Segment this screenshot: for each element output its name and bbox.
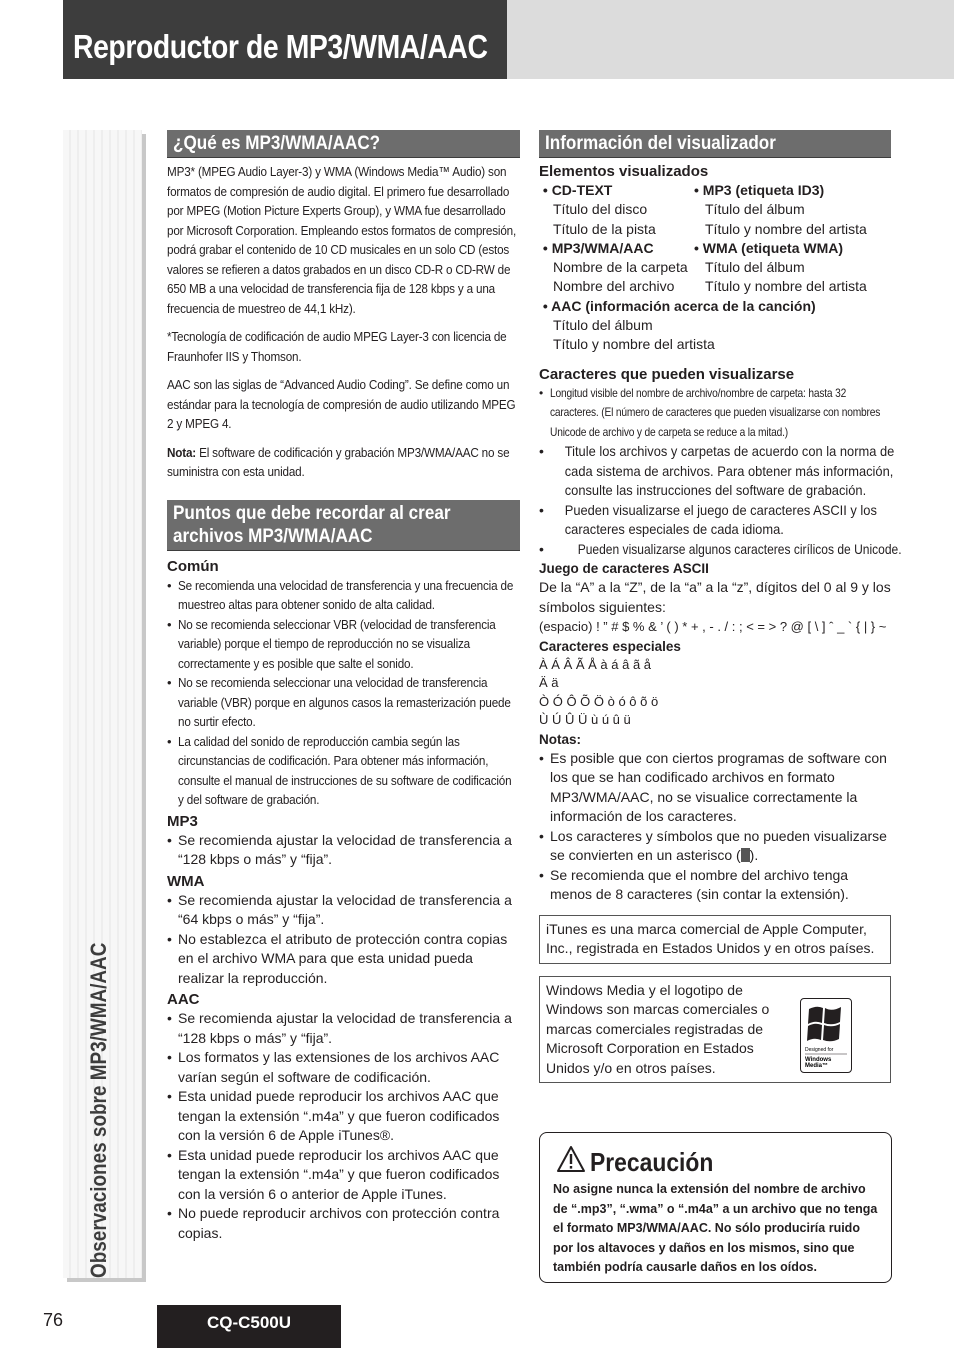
aacinfo-block [539, 297, 891, 355]
list-item: • Pueden visualizarse el juego de caracteres ASCII y los caracteres especiales de cada idioma. [539, 501, 891, 540]
aacinfo-item: Título y nombre del artista [553, 336, 715, 353]
cdtext-item: Título del disco [553, 201, 648, 218]
windows-media-logo [800, 998, 852, 1073]
wma-heading: WMA [167, 872, 205, 890]
list-item: • Se recomienda ajustar la velocidad de transferencia a “64 kbps o más” y “fija”. [167, 891, 520, 930]
aac-list [167, 1009, 520, 1243]
list-item: • Longitud visible del nombre de archivo/nombre de carpeta: hasta 32 caracteres. (El número de caracteres que pueden visualizarse con nombres Unicode de archivo y de carpeta se reduce a la mitad.) [539, 384, 891, 443]
section-heading-what-is: ¿Qué es MP3/WMA/AAC? [167, 130, 520, 158]
aacinfo-label: • AAC (información acerca de la canción) [539, 297, 816, 314]
list-item: • Los caracteres y símbolos que no pueden visualizarse se convierten en un asterisco ( ). [539, 827, 891, 866]
list-item: • No establezca el atributo de protección contra copias en el archivo WMA para que esta unidad pueda realizar la reproducción. [167, 930, 520, 989]
model-badge: CQ-C500U [157, 1305, 341, 1348]
section-heading-points: Puntos que debe recordar al crear archivos MP3/WMA/AAC [167, 500, 520, 551]
wmatag-item: Título del álbum [705, 259, 805, 276]
caution-text: No asigne nunca la extensión del nombre de archivo de “.mp3”, “.wma” o “.m4a” a un archivo que no tenga el formato MP3/WMA/AAC. No sólo produciría ruido por los altavoces y daños en los mismos, sino que también podría causarle daños en los oídos. [553, 1182, 878, 1274]
header-bar-light [507, 0, 954, 79]
left-column [167, 130, 520, 1243]
itunes-trademark-box [539, 915, 891, 964]
mp3wmaaac-item: Nombre de la carpeta [553, 259, 688, 276]
warning-triangle-icon [556, 1145, 586, 1173]
common-heading: Común [167, 557, 219, 575]
wmatag-item: Título y nombre del artista [705, 278, 867, 295]
special-row: Ù Ú Û Ü ù ú û ü [539, 712, 631, 728]
list-item: • Esta unidad puede reproducir los archivos AAC que tengan la extensión “.m4a” y que fueron codificados con la versión 6 de Apple iTunes®. [167, 1087, 520, 1146]
mp3-list [167, 831, 520, 870]
page-number: 76 [43, 1310, 64, 1330]
itunes-trademark-text: iTunes es una marca comercial de Apple Computer, Inc., registrada en Estados Unidos y en otros países. [546, 920, 875, 957]
list-item: • Los formatos y las extensiones de los archivos AAC varían según el software de codificación. [167, 1048, 520, 1087]
list-item: • Titule los archivos y carpetas de acuerdo con la norma de cada sistema de archivos. Para obtener más información, consulte las instrucciones del software de grabación. [539, 442, 891, 501]
ascii-symbols: (espacio) ! ” # $ % & ’ ( ) * + , - . / : ; < = > ? @ [ \ ] ˆ _ ` { | } ~ [539, 619, 887, 635]
mp3-heading: MP3 [167, 812, 198, 830]
wma-list [167, 891, 520, 989]
note-paragraph [167, 443, 520, 482]
mp3wmaaac-item: Nombre del archivo [553, 278, 675, 295]
special-row: Ò Ó Ô Õ Ö ò ó ô õ ö [539, 693, 659, 709]
cdtext-item: Título de la pista [553, 220, 656, 237]
windows-flag-icon [801, 999, 851, 1072]
list-item: • Se recomienda que el nombre del archivo tenga menos de 8 caracteres (sin contar la extensión). [539, 866, 891, 905]
note-label: Nota: [167, 444, 196, 460]
section-heading-display-info: Información del visualizador [539, 130, 891, 158]
footnote: *Tecnología de codificación de audio MPEG Layer-3 con licencia de Fraunhofer IIS y Thomson. [167, 329, 507, 364]
caution-title: Precaución [590, 1147, 714, 1177]
right-column [539, 130, 902, 1083]
mp3tag-item: Título del álbum [705, 201, 805, 218]
elements-heading: Elementos visualizados [539, 163, 709, 180]
cdtext-label: • CD-TEXT [539, 182, 613, 198]
list-item: • No se recomienda seleccionar una velocidad de transferencia variable (VBR) porque en algunos casos la remasterización puede no surtir efecto. [167, 673, 520, 732]
list-item: • Se recomienda una velocidad de transferencia y una frecuencia de muestreo altas para obtener sonido de alta calidad. [167, 576, 520, 615]
common-list [167, 576, 520, 810]
list-item: • La calidad del sonido de reproducción cambia según las circunstancias de codificación. Para obtener más información, consulte el manual de instrucciones de su software de codificación y del software de grabación. [167, 732, 520, 810]
mp3tag-label: • MP3 (etiqueta ID3) [694, 182, 825, 198]
notes-list [539, 749, 891, 905]
list-item: • Se recomienda ajustar la velocidad de transferencia a “128 kbps o más” y “fija”. [167, 1009, 520, 1048]
special-heading: Caracteres especiales [539, 638, 681, 654]
list-item: • Pueden visualizarse algunos caracteres cirílicos de Unicode. [539, 540, 891, 560]
ascii-heading: Juego de caracteres ASCII [539, 561, 709, 577]
list-item: • Es posible que con ciertos programas de software con los que se han codificado archivos en formato MP3/WMA/AAC, no se visualice correctamente la información de los caracteres. [539, 749, 891, 827]
asterisk-glyph-icon [741, 848, 750, 862]
special-row: Ä ä [539, 675, 559, 691]
chars-list [539, 384, 902, 560]
page-title: Reproductor de MP3/WMA/AAC [73, 28, 488, 65]
list-item: • No se recomienda seleccionar VBR (velocidad de transferencia variable) porque el tiempo de reproducción no se visualiza correctamente y es posible que salte el sonido. [167, 615, 520, 674]
list-item: • No puede reproducir archivos con protección contra copias. [167, 1204, 520, 1243]
special-chars [539, 656, 891, 730]
mp3wmaaac-label: • MP3/WMA/AAC [539, 239, 654, 256]
chars-heading: Caracteres que pueden visualizarse [539, 365, 795, 383]
mp3tag-item: Título y nombre del artista [705, 220, 867, 237]
windows-media-trademark-box [539, 976, 891, 1084]
caution-box [539, 1132, 892, 1283]
special-row: À Á Â Ã Å à á â ã å [539, 656, 652, 672]
list-item: • Se recomienda ajustar la velocidad de transferencia a “128 kbps o más” y “fija”. [167, 831, 520, 870]
list-item: • Esta unidad puede reproducir los archivos AAC que tengan la extensión “.m4a” y que fueron codificados con la versión 6 o anterior de Apple iTunes. [167, 1146, 520, 1205]
notes-heading: Notas: [539, 731, 582, 747]
intro-paragraph: MP3* (MPEG Audio Layer-3) y WMA (Windows Media™ Audio) son formatos de compresión de audio digital. El primero fue desarrollado por MPEG (Motion Picture Experts Group), y WMA fue desarrollado por Microsoft Corporation. Empleando estos formatos de compresión, podrá grabar el contenido de 10 CD musicales en un solo CD (estos valores se refieren a datos grabados en un disco CD-R o CD-RW de 650 MB a una velocidad de transferencia fija de 128 kbps y a una frecuencia de muestreo de 44,1 kHz). [167, 164, 517, 316]
aacinfo-item: Título del álbum [553, 317, 653, 334]
aac-heading: AAC [167, 991, 200, 1008]
note-text: El software de codificación y grabación MP3/WMA/AAC no se suministra con esta unidad. [167, 444, 510, 479]
side-tab-label: Observaciones sobre MP3/WMA/AAC [86, 942, 111, 1278]
ascii-text: De la “A” a la “Z”, de la “a” a la “z”, dígitos del 0 al 9 y los símbolos siguientes: [539, 579, 891, 615]
windows-media-trademark-text: Windows Media y el logotipo de Windows son marcas comerciales o marcas comerciales registradas de Microsoft Corporation en Estados Unidos y/o en otros países. [546, 981, 770, 1076]
elements-grid [539, 181, 891, 297]
wm-logo-line1: Designed for [805, 1046, 834, 1053]
wmatag-label: • WMA (etiqueta WMA) [694, 239, 844, 256]
wm-logo-line2: Windows [805, 1056, 832, 1063]
aac-paragraph: AAC son las siglas de “Advanced Audio Coding”. Se define como un estándar para la tecnología de compresión de audio utilizando MPEG 2 y MPEG 4. [167, 377, 516, 431]
wm-logo-line3: Media™ [805, 1062, 829, 1069]
